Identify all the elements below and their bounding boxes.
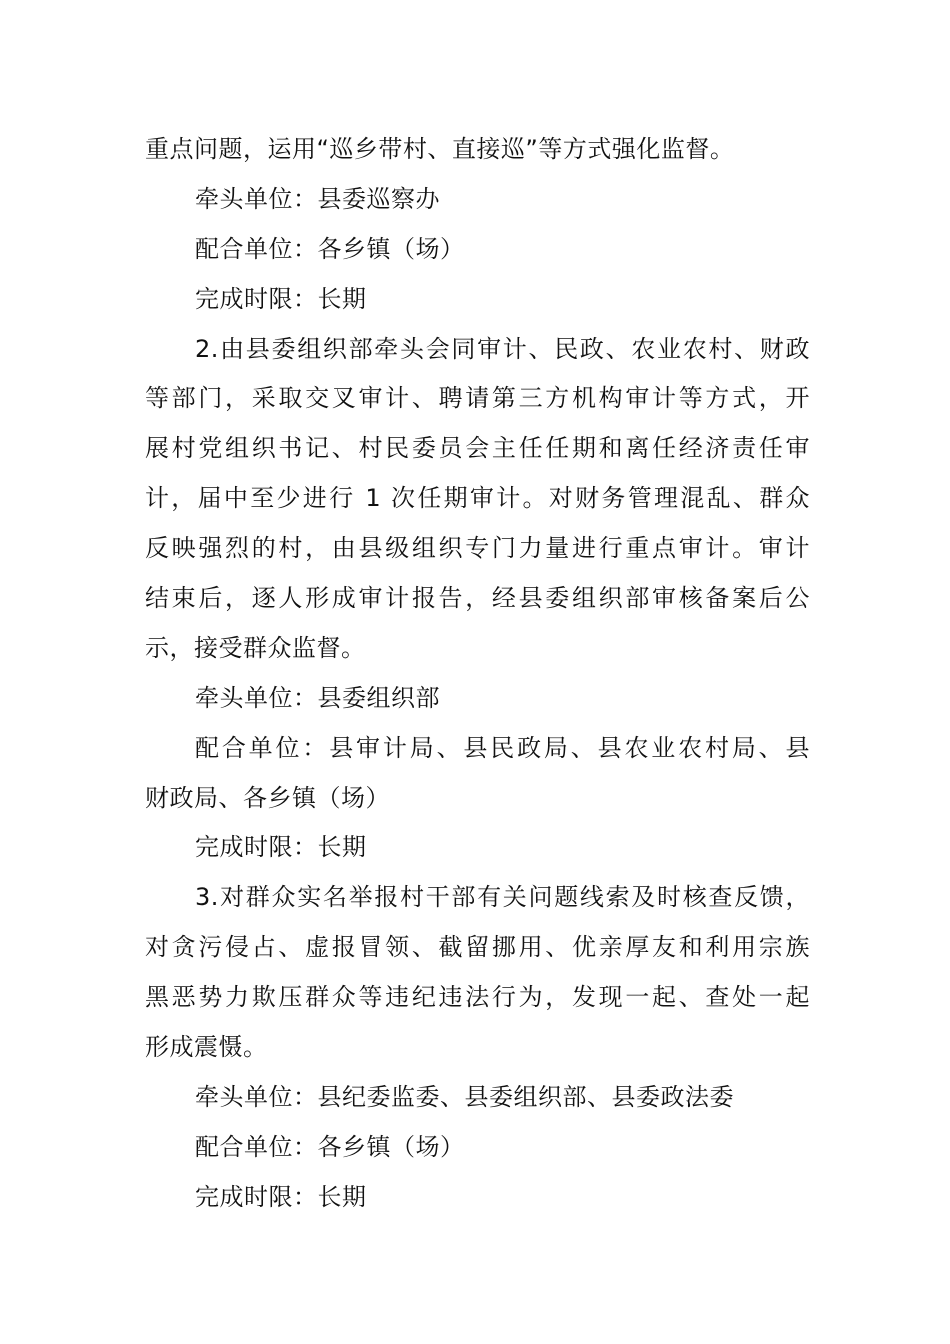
cooperating-unit-line: 配合单位：各乡镇（场）: [195, 1132, 465, 1161]
lead-unit-line: 牵头单位：县委组织部: [195, 683, 440, 712]
deadline-line: 完成时限：长期: [195, 1182, 367, 1211]
lead-unit-line: 牵头单位：县纪委监委、县委组织部、县委政法委: [195, 1082, 734, 1111]
paragraph-line: 3.对群众实名举报村干部有关问题线索及时核查反馈，: [195, 883, 810, 912]
cooperating-unit-line-cont: 财政局、各乡镇（场）: [145, 783, 390, 812]
document-page: [145, 125, 810, 1223]
paragraph-line: 黑恶势力欺压群众等违纪违法行为，发现一起、查处一起: [145, 983, 810, 1012]
paragraph-line: 等部门，采取交叉审计、聘请第三方机构审计等方式，开: [145, 384, 810, 413]
paragraph-line: 对贪污侵占、虚报冒领、截留挪用、优亲厚友和利用宗族: [145, 933, 810, 962]
paragraph-line: 反映强烈的村，由县级组织专门力量进行重点审计。审计: [145, 534, 810, 563]
paragraph-line: 示，接受群众监督。: [145, 633, 366, 662]
deadline-line: 完成时限：长期: [195, 284, 367, 313]
deadline-line: 完成时限：长期: [195, 833, 367, 862]
paragraph-line: 2.由县委组织部牵头会同审计、民政、农业农村、财政: [195, 334, 810, 363]
paragraph-line: 展村党组织书记、村民委员会主任任期和离任经济责任审: [145, 434, 810, 463]
paragraph-line: 计，届中至少进行 1 次任期审计。对财务管理混乱、群众: [145, 484, 810, 513]
paragraph-line: 结束后，逐人形成审计报告，经县委组织部审核备案后公: [145, 584, 810, 613]
paragraph-line: 重点问题，运用“巡乡带村、直接巡”等方式强化监督。: [145, 135, 735, 163]
cooperating-unit-line: 配合单位：县审计局、县民政局、县农业农村局、县: [195, 733, 810, 762]
cooperating-unit-line: 配合单位：各乡镇（场）: [195, 234, 465, 263]
lead-unit-line: 牵头单位：县委巡察办: [195, 184, 440, 213]
paragraph-line: 形成震慑。: [145, 1033, 268, 1062]
